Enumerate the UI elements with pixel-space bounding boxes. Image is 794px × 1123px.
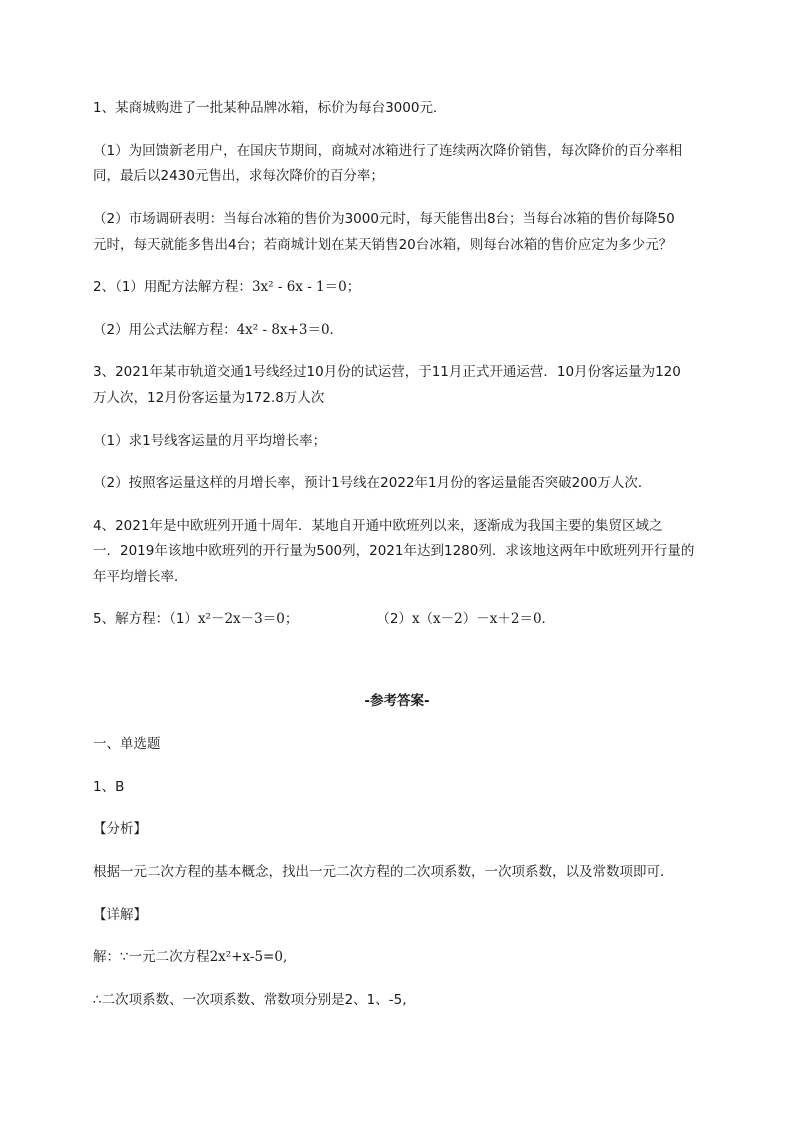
q4-line2: 一．2019年该地中欧班列的开行量为500列，2021年达到1280列．求该地这两年中欧班列开行量的	[93, 543, 695, 559]
q2-part1-equation: 3x² - 6x - 1＝0；	[251, 279, 361, 295]
answers-section-title: 一、单选题	[93, 736, 161, 752]
q5-line	[93, 609, 555, 629]
q5-prefix: 5、解方程：（1）	[93, 611, 198, 627]
detail-equation: 2x²+x-5=0,	[209, 949, 288, 965]
q2-part2-prefix: （2）用公式法解方程：	[93, 322, 237, 338]
q1-part2-line2: 元时，每天就能多售出4台；若商城计划在某天销售20台冰箱，则每台冰箱的售价应定为多少元？	[93, 237, 673, 253]
detail-line	[93, 947, 287, 967]
q2-part1-prefix: 2、（1）用配方法解方程：	[93, 279, 252, 295]
detail-prefix: 解：∵一元二次方程	[93, 949, 210, 965]
q1-part2-line1: （2）市场调研表明：当每台冰箱的售价为3000元时，每天能售出8台；当每台冰箱的售价每降50	[93, 211, 675, 227]
q3-part1: （1）求1号线客运量的月平均增长率；	[93, 433, 327, 449]
detail-label: 【详解】	[93, 907, 147, 923]
analysis-label: 【分析】	[93, 821, 147, 837]
q3-stem-line1: 3、2021年某市轨道交通1号线经过10月份的试运营，于11月正式开通运营．10月份客运量为120	[93, 364, 681, 380]
q5-equation-2: x（x－2）－x＋2＝0．	[411, 611, 556, 627]
answer-item-1: 1、B	[93, 779, 125, 795]
q1-stem: 1、某商城购进了一批某种品牌冰箱，标价为每台3000元．	[93, 100, 447, 116]
q3-stem-line2: 万人次，12月份客运量为172.8万人次	[93, 390, 325, 406]
q1-part1-line2: 同，最后以2430元售出，求每次降价的百分率；	[93, 168, 384, 184]
q4-line1: 4、2021年是中欧班列开通十周年．某地自开通中欧班列以来，逐渐成为我国主要的集贸区域之	[93, 518, 663, 534]
answers-header: -参考答案-	[364, 693, 430, 709]
q3-part2: （2）按照客运量这样的月增长率，预计1号线在2022年1月份的客运量能否突破200万人次．	[93, 475, 652, 491]
conclusion-line: ∴二次项系数、一次项系数、常数项分别是2、1、-5,	[93, 992, 407, 1008]
analysis-text: 根据一元二次方程的基本概念，找出一元二次方程的二次项系数，一次项系数，以及常数项即可．	[93, 864, 674, 880]
q5-equation-1: x²－2x－3＝0；	[197, 611, 299, 627]
q2-part2-equation: 4x² - 8x+3＝0．	[236, 322, 344, 338]
q5-part2-prefix: （2）	[376, 611, 412, 627]
q4-line3: 年平均增长率．	[93, 569, 188, 585]
q1-part1-line1: （1）为回馈新老用户，在国庆节期间，商城对冰箱进行了连续两次降价销售，每次降价的百分率相	[93, 143, 683, 159]
q2-part2	[93, 320, 343, 340]
q2-part1	[93, 277, 360, 297]
